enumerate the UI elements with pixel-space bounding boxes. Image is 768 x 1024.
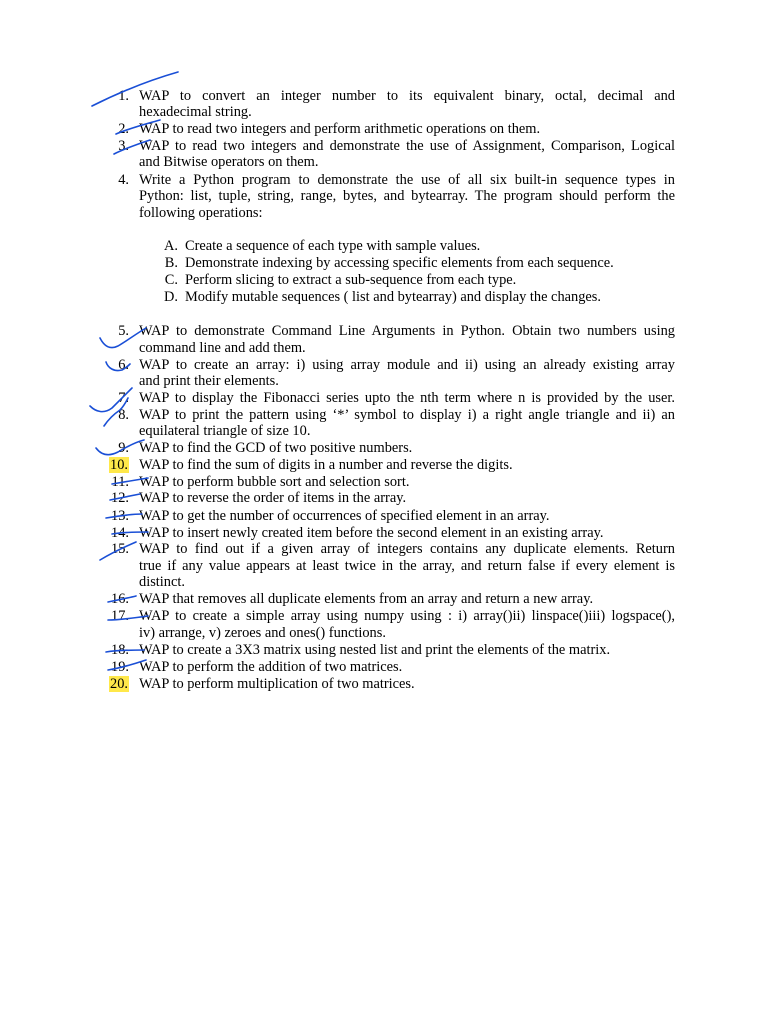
item-text: WAP to create a simple array using numpy using : i) array()ii) linspace()iii) logspace(), [139,608,675,624]
item-text: WAP to display the Fibonacci series upto the nth term where n is provided by the user. [139,390,675,406]
item-text: and print their elements. [139,373,279,389]
item-number: 6. [118,357,129,373]
item-text: WAP to read two integers and perform arithmetic operations on them. [139,121,541,137]
item-number: 1. [118,88,129,104]
item-text: iv) arrange, v) zeroes and ones() functions. [139,625,386,641]
subitem-letter: A. [164,238,178,254]
item-number: 3. [118,138,129,154]
item-text: hexadecimal string. [139,104,252,120]
item-number: 5. [118,323,129,339]
highlight-mark: 10. [110,457,128,473]
item-text: WAP to insert newly created item before the second element in an existing array. [139,525,604,541]
subitem-text: Perform slicing to extract a sub-sequence from each type. [185,272,517,288]
subitem-text: Modify mutable sequences ( list and bytearray) and display the changes. [185,289,602,305]
item-number-highlighted [89,457,129,474]
item-number: 19. [111,659,129,675]
item-text: WAP to find out if a given array of integers contains any duplicate elements. Return [139,541,675,557]
item-text: equilateral triangle of size 10. [139,423,311,439]
highlight-mark: 20. [110,676,128,692]
item-number: 7. [118,390,129,406]
item-number: 8. [118,407,129,423]
item-text: WAP to demonstrate Command Line Arguments in Python. Obtain two numbers using [139,323,675,339]
subitem-text: Demonstrate indexing by accessing specific elements from each sequence. [185,255,614,271]
item-text: Write a Python program to demonstrate the use of all six built-in sequence types in [139,172,675,188]
item-number: 12. [111,490,129,506]
item-number: 14. [111,525,129,541]
item-number-highlighted [89,676,129,693]
subitem-text: Create a sequence of each type with sample values. [185,238,481,254]
item-number: 9. [118,440,129,456]
item-text: following operations: [139,205,263,221]
item-text: WAP to find the GCD of two positive numbers. [139,440,413,456]
item-text: true if any value appears at least twice in the array, and return false if every element is [139,558,675,574]
item-text: WAP to convert an integer number to its equivalent binary, octal, decimal and [139,88,675,104]
item-text: WAP to perform bubble sort and selection sort. [139,474,410,490]
item-text: distinct. [139,574,185,590]
item-text: WAP to perform multiplication of two matrices. [139,676,415,692]
item-number: 11. [111,474,129,490]
item-text: and Bitwise operators on them. [139,154,319,170]
item-text: WAP to find the sum of digits in a number and reverse the digits. [139,457,513,473]
item-number: 4. [118,172,129,188]
item-number: 17. [111,608,129,624]
item-text: Python: list, tuple, string, range, bytes, and bytearray. The program should perform the [139,188,675,204]
item-number: 16. [111,591,129,607]
item-text: command line and add them. [139,340,306,356]
subitem-letter: D. [164,289,178,305]
item-number: 13. [111,508,129,524]
item-text: WAP to perform the addition of two matrices. [139,659,403,675]
item-text: WAP to print the pattern using ‘*’ symbol to display i) a right angle triangle and ii) an [139,407,675,423]
item-text: WAP to read two integers and demonstrate the use of Assignment, Comparison, Logical [139,138,675,154]
item-text: WAP to reverse the order of items in the array. [139,490,407,506]
subitem-letter: B. [164,255,178,271]
item-number: 18. [111,642,129,658]
item-number: 2. [118,121,129,137]
item-text: WAP to get the number of occurrences of specified element in an array. [139,508,550,524]
item-text: WAP to create an array: i) using array module and ii) using an already existing array [139,357,675,373]
item-text: WAP to create a 3X3 matrix using nested list and print the elements of the matrix. [139,642,611,658]
item-text: WAP that removes all duplicate elements from an array and return a new array. [139,591,594,607]
subitem-letter: C. [164,272,178,288]
item-number: 15. [111,541,129,557]
